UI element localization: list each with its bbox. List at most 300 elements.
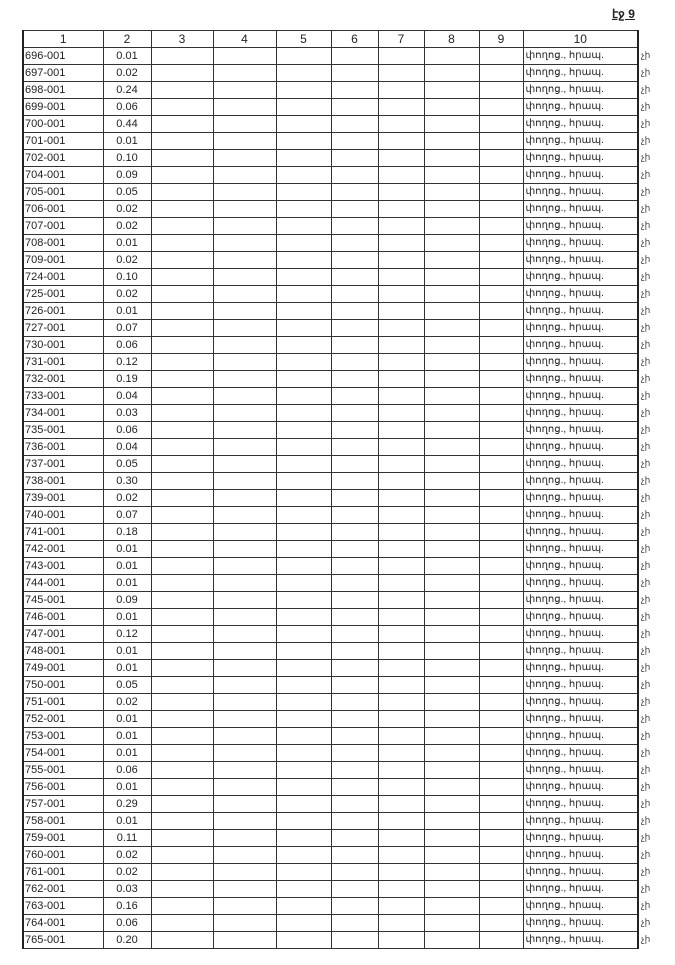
empty-cell (479, 711, 523, 728)
column-header-8: 8 (424, 31, 479, 48)
empty-cell (479, 48, 523, 65)
table-row (23, 286, 638, 303)
parcel-code: 764-001 (23, 915, 103, 932)
empty-cell (213, 48, 276, 65)
empty-cell (331, 711, 378, 728)
margin-mark: չի (641, 135, 651, 145)
empty-cell (479, 201, 523, 218)
empty-cell (151, 728, 213, 745)
empty-cell (479, 82, 523, 99)
location-note: փողոց., հրապ. (523, 201, 638, 218)
page-number: էջ 9 (612, 7, 635, 21)
empty-cell (378, 456, 424, 473)
empty-cell (276, 65, 331, 82)
area-value: 0.01 (103, 779, 151, 796)
area-value: 0.06 (103, 422, 151, 439)
location-note: փողոց., հրապ. (523, 48, 638, 65)
empty-cell (378, 82, 424, 99)
empty-cell (151, 48, 213, 65)
empty-cell (213, 405, 276, 422)
empty-cell (331, 864, 378, 881)
empty-cell (331, 847, 378, 864)
empty-cell (378, 541, 424, 558)
location-note: փողոց., հրապ. (523, 388, 638, 405)
empty-cell (424, 82, 479, 99)
margin-mark: չի (641, 118, 651, 128)
parcel-table (22, 30, 639, 949)
empty-cell (424, 456, 479, 473)
table-row (23, 490, 638, 507)
empty-cell (424, 184, 479, 201)
location-note: փողոց., հրապ. (523, 830, 638, 847)
empty-cell (378, 915, 424, 932)
empty-cell (151, 558, 213, 575)
empty-cell (331, 439, 378, 456)
empty-cell (378, 133, 424, 150)
parcel-code: 736-001 (23, 439, 103, 456)
empty-cell (378, 660, 424, 677)
empty-cell (424, 745, 479, 762)
empty-cell (479, 150, 523, 167)
location-note: փողոց., հրապ. (523, 320, 638, 337)
empty-cell (151, 643, 213, 660)
empty-cell (479, 235, 523, 252)
parcel-code: 696-001 (23, 48, 103, 65)
empty-cell (213, 388, 276, 405)
empty-cell (479, 813, 523, 830)
empty-cell (213, 490, 276, 507)
table-row (23, 507, 638, 524)
area-value: 0.02 (103, 218, 151, 235)
area-value: 0.12 (103, 354, 151, 371)
empty-cell (424, 779, 479, 796)
area-value: 0.09 (103, 167, 151, 184)
parcel-code: 745-001 (23, 592, 103, 609)
empty-cell (479, 252, 523, 269)
parcel-code: 754-001 (23, 745, 103, 762)
empty-cell (378, 167, 424, 184)
empty-cell (151, 932, 213, 949)
empty-cell (276, 881, 331, 898)
empty-cell (151, 354, 213, 371)
table-row (23, 932, 638, 949)
empty-cell (331, 116, 378, 133)
margin-mark: չի (641, 577, 651, 587)
empty-cell (424, 796, 479, 813)
location-note: փողոց., հրապ. (523, 337, 638, 354)
empty-cell (276, 541, 331, 558)
empty-cell (276, 660, 331, 677)
empty-cell (213, 167, 276, 184)
empty-cell (151, 660, 213, 677)
empty-cell (213, 507, 276, 524)
empty-cell (213, 711, 276, 728)
margin-mark: չի (641, 441, 651, 451)
empty-cell (276, 847, 331, 864)
parcel-code: 738-001 (23, 473, 103, 490)
area-value: 0.29 (103, 796, 151, 813)
empty-cell (479, 218, 523, 235)
empty-cell (378, 898, 424, 915)
empty-cell (331, 762, 378, 779)
empty-cell (213, 558, 276, 575)
empty-cell (151, 898, 213, 915)
empty-cell (424, 371, 479, 388)
empty-cell (276, 507, 331, 524)
empty-cell (479, 524, 523, 541)
empty-cell (424, 507, 479, 524)
location-note: փողոց., հրապ. (523, 592, 638, 609)
empty-cell (378, 932, 424, 949)
empty-cell (479, 575, 523, 592)
empty-cell (213, 371, 276, 388)
parcel-code: 753-001 (23, 728, 103, 745)
empty-cell (276, 592, 331, 609)
area-value: 0.06 (103, 762, 151, 779)
empty-cell (276, 422, 331, 439)
table-row (23, 626, 638, 643)
parcel-code: 699-001 (23, 99, 103, 116)
location-note: փողոց., հրապ. (523, 439, 638, 456)
area-value: 0.20 (103, 932, 151, 949)
empty-cell (213, 439, 276, 456)
area-value: 0.11 (103, 830, 151, 847)
empty-cell (213, 235, 276, 252)
parcel-code: 700-001 (23, 116, 103, 133)
margin-mark: չի (641, 305, 651, 315)
margin-mark: չի (641, 866, 651, 876)
empty-cell (424, 932, 479, 949)
empty-cell (213, 643, 276, 660)
empty-cell (151, 541, 213, 558)
table-row (23, 864, 638, 881)
area-value: 0.01 (103, 575, 151, 592)
column-header-7: 7 (378, 31, 424, 48)
parcel-code: 741-001 (23, 524, 103, 541)
area-value: 0.10 (103, 150, 151, 167)
empty-cell (424, 133, 479, 150)
margin-mark: չի (641, 798, 651, 808)
empty-cell (331, 915, 378, 932)
empty-cell (424, 524, 479, 541)
empty-cell (378, 626, 424, 643)
margin-mark: չի (641, 628, 651, 638)
empty-cell (378, 65, 424, 82)
empty-cell (276, 235, 331, 252)
empty-cell (331, 609, 378, 626)
empty-cell (424, 116, 479, 133)
empty-cell (276, 456, 331, 473)
location-note: փողոց., հրապ. (523, 779, 638, 796)
empty-cell (276, 643, 331, 660)
margin-mark: չի (641, 713, 651, 723)
empty-cell (378, 422, 424, 439)
parcel-code: 752-001 (23, 711, 103, 728)
empty-cell (276, 575, 331, 592)
empty-cell (213, 677, 276, 694)
margin-mark: չի (641, 560, 651, 570)
location-note: փողոց., հրապ. (523, 82, 638, 99)
empty-cell (424, 439, 479, 456)
table-row (23, 762, 638, 779)
empty-cell (331, 337, 378, 354)
empty-cell (151, 626, 213, 643)
empty-cell (331, 269, 378, 286)
location-note: փողոց., հրապ. (523, 558, 638, 575)
area-value: 0.07 (103, 320, 151, 337)
empty-cell (331, 150, 378, 167)
parcel-code: 735-001 (23, 422, 103, 439)
empty-cell (424, 830, 479, 847)
margin-mark: չի (641, 543, 651, 553)
empty-cell (331, 82, 378, 99)
empty-cell (424, 813, 479, 830)
empty-cell (331, 201, 378, 218)
empty-cell (479, 184, 523, 201)
empty-cell (479, 320, 523, 337)
empty-cell (479, 847, 523, 864)
empty-cell (378, 881, 424, 898)
empty-cell (276, 405, 331, 422)
parcel-code: 744-001 (23, 575, 103, 592)
empty-cell (378, 371, 424, 388)
empty-cell (276, 558, 331, 575)
empty-cell (424, 269, 479, 286)
empty-cell (151, 473, 213, 490)
empty-cell (151, 779, 213, 796)
area-value: 0.01 (103, 558, 151, 575)
empty-cell (479, 303, 523, 320)
area-value: 0.12 (103, 626, 151, 643)
empty-cell (213, 745, 276, 762)
empty-cell (424, 898, 479, 915)
empty-cell (424, 150, 479, 167)
empty-cell (276, 320, 331, 337)
margin-mark: չի (641, 747, 651, 757)
empty-cell (151, 694, 213, 711)
margin-mark: չի (641, 679, 651, 689)
location-note: փողոց., հրապ. (523, 99, 638, 116)
empty-cell (479, 388, 523, 405)
empty-cell (276, 286, 331, 303)
empty-cell (331, 575, 378, 592)
empty-cell (276, 116, 331, 133)
empty-cell (213, 184, 276, 201)
table-row (23, 745, 638, 762)
area-value: 0.24 (103, 82, 151, 99)
empty-cell (331, 643, 378, 660)
empty-cell (378, 864, 424, 881)
parcel-code: 762-001 (23, 881, 103, 898)
table-row (23, 694, 638, 711)
empty-cell (479, 592, 523, 609)
parcel-code: 750-001 (23, 677, 103, 694)
empty-cell (213, 82, 276, 99)
margin-mark: չի (641, 832, 651, 842)
empty-cell (331, 541, 378, 558)
margin-mark: չի (641, 509, 651, 519)
table-row (23, 116, 638, 133)
empty-cell (424, 541, 479, 558)
parcel-code: 749-001 (23, 660, 103, 677)
empty-cell (331, 677, 378, 694)
empty-cell (276, 745, 331, 762)
empty-cell (378, 473, 424, 490)
margin-mark: չի (641, 730, 651, 740)
margin-mark: չի (641, 934, 651, 944)
empty-cell (331, 184, 378, 201)
table-row (23, 575, 638, 592)
empty-cell (378, 643, 424, 660)
empty-cell (424, 626, 479, 643)
empty-cell (378, 847, 424, 864)
empty-cell (213, 609, 276, 626)
empty-cell (378, 490, 424, 507)
empty-cell (213, 201, 276, 218)
empty-cell (151, 524, 213, 541)
empty-cell (213, 592, 276, 609)
empty-cell (276, 898, 331, 915)
location-note: փողոց., հրապ. (523, 796, 638, 813)
empty-cell (479, 507, 523, 524)
empty-cell (151, 762, 213, 779)
empty-cell (276, 150, 331, 167)
table-row (23, 218, 638, 235)
empty-cell (479, 269, 523, 286)
empty-cell (378, 507, 424, 524)
parcel-code: 759-001 (23, 830, 103, 847)
empty-cell (479, 626, 523, 643)
table-row (23, 643, 638, 660)
empty-cell (331, 660, 378, 677)
margin-mark: չի (641, 764, 651, 774)
empty-cell (331, 405, 378, 422)
area-value: 0.01 (103, 711, 151, 728)
table-row (23, 609, 638, 626)
empty-cell (331, 728, 378, 745)
empty-cell (151, 405, 213, 422)
table-row (23, 881, 638, 898)
empty-cell (213, 422, 276, 439)
table-row (23, 82, 638, 99)
parcel-code: 732-001 (23, 371, 103, 388)
empty-cell (331, 813, 378, 830)
table-row (23, 456, 638, 473)
empty-cell (479, 881, 523, 898)
empty-cell (331, 320, 378, 337)
table-row (23, 235, 638, 252)
empty-cell (378, 711, 424, 728)
empty-cell (424, 864, 479, 881)
empty-cell (331, 252, 378, 269)
empty-cell (276, 864, 331, 881)
empty-cell (479, 694, 523, 711)
parcel-code: 743-001 (23, 558, 103, 575)
empty-cell (378, 201, 424, 218)
empty-cell (276, 354, 331, 371)
table-row (23, 898, 638, 915)
area-value: 0.44 (103, 116, 151, 133)
column-header-5: 5 (276, 31, 331, 48)
area-value: 0.01 (103, 745, 151, 762)
table-row (23, 269, 638, 286)
empty-cell (378, 354, 424, 371)
area-value: 0.05 (103, 677, 151, 694)
margin-mark: չի (641, 883, 651, 893)
empty-cell (378, 303, 424, 320)
empty-cell (276, 830, 331, 847)
empty-cell (276, 813, 331, 830)
empty-cell (424, 711, 479, 728)
parcel-code: 698-001 (23, 82, 103, 99)
table-row (23, 99, 638, 116)
empty-cell (424, 320, 479, 337)
empty-cell (276, 439, 331, 456)
table-row (23, 133, 638, 150)
empty-cell (213, 847, 276, 864)
location-note: փողոց., հրապ. (523, 643, 638, 660)
empty-cell (479, 830, 523, 847)
empty-cell (151, 65, 213, 82)
table-row (23, 915, 638, 932)
empty-cell (331, 456, 378, 473)
area-value: 0.02 (103, 252, 151, 269)
empty-cell (479, 371, 523, 388)
empty-cell (213, 150, 276, 167)
table-row (23, 252, 638, 269)
empty-cell (424, 881, 479, 898)
empty-cell (479, 932, 523, 949)
empty-cell (331, 490, 378, 507)
location-note: փողոց., հրապ. (523, 728, 638, 745)
location-note: փողոց., հրապ. (523, 371, 638, 388)
empty-cell (479, 864, 523, 881)
parcel-code: 730-001 (23, 337, 103, 354)
empty-cell (479, 473, 523, 490)
empty-cell (378, 99, 424, 116)
location-note: փողոց., հրապ. (523, 711, 638, 728)
table-row (23, 779, 638, 796)
empty-cell (213, 269, 276, 286)
empty-cell (378, 269, 424, 286)
location-note: փողոց., հրապ. (523, 422, 638, 439)
location-note: փողոց., հրապ. (523, 745, 638, 762)
location-note: փողոց., հրապ. (523, 405, 638, 422)
column-header-1: 1 (23, 31, 103, 48)
empty-cell (276, 524, 331, 541)
empty-cell (479, 337, 523, 354)
parcel-code: 739-001 (23, 490, 103, 507)
parcel-code: 726-001 (23, 303, 103, 320)
parcel-code: 734-001 (23, 405, 103, 422)
empty-cell (213, 473, 276, 490)
area-value: 0.16 (103, 898, 151, 915)
location-note: փողոց., հրապ. (523, 116, 638, 133)
area-value: 0.01 (103, 643, 151, 660)
table-row (23, 405, 638, 422)
margin-mark: չի (641, 917, 651, 927)
empty-cell (213, 99, 276, 116)
empty-cell (378, 235, 424, 252)
empty-cell (378, 609, 424, 626)
empty-cell (151, 592, 213, 609)
empty-cell (479, 660, 523, 677)
empty-cell (276, 388, 331, 405)
table-row (23, 354, 638, 371)
area-value: 0.06 (103, 99, 151, 116)
empty-cell (424, 592, 479, 609)
empty-cell (276, 269, 331, 286)
